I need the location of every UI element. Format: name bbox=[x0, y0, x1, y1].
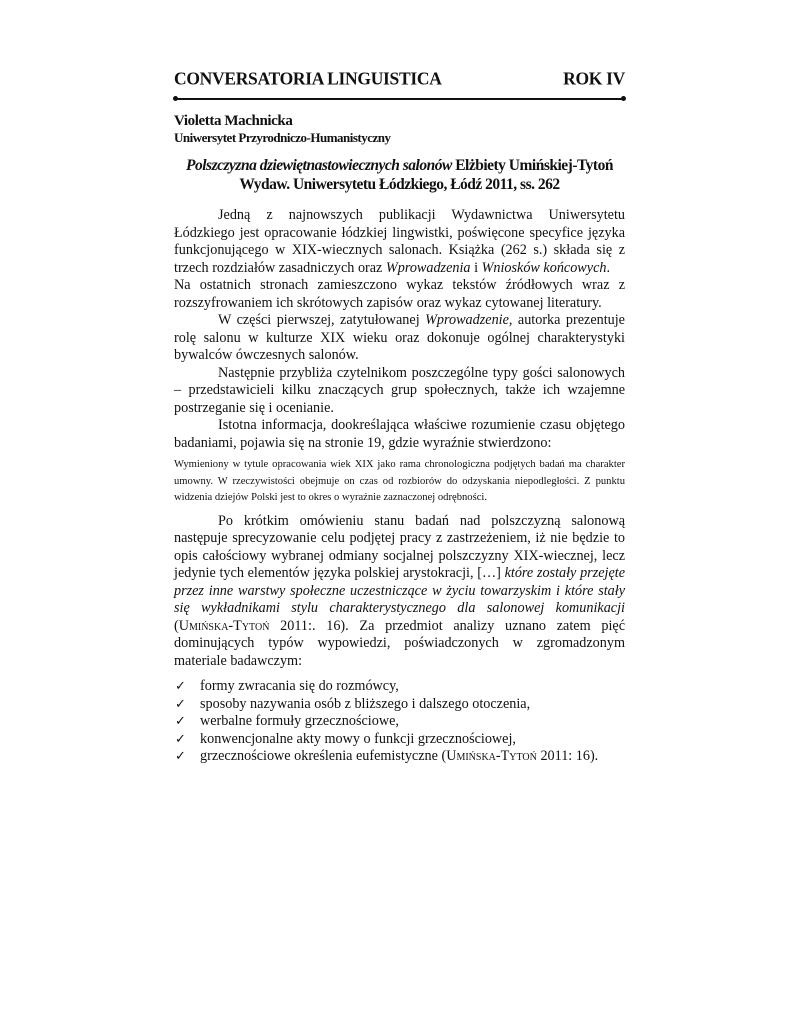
text: Po krótkim omówieniu stanu badań nad polszczyzną salonową następuje sprecyzowanie celu podjętej pracy z zastrzeżeniem, iż nie będzie to opis całościowy wybranej odmiany socjalnej polszczyzny XIX-wiecznej, lecz jedynie tych elementów języka polskiej arystokracji, […] bbox=[174, 512, 625, 581]
header-rule bbox=[174, 98, 625, 100]
emph: Wniosków końcowych bbox=[481, 259, 607, 276]
author-name: Violetta Machnicka bbox=[174, 113, 293, 129]
running-head bbox=[174, 67, 625, 89]
checkmark-icon: ✓ bbox=[175, 731, 186, 747]
paragraph-3 bbox=[174, 312, 625, 365]
check-list bbox=[174, 678, 625, 766]
list-item bbox=[174, 731, 625, 749]
paragraph-6 bbox=[174, 513, 625, 671]
block-quote: Wymieniony w tytule opracowania wiek XIX jako rama chronologiczna podjętych badań ma charakter umowny. W rzeczywistości obejmuje on czas od rozbiorów do odzyskania niepodległości. Z punktu widzenia dziejów Polski jest to okres o wyraźnie zaznaczonej odrębności. bbox=[174, 459, 625, 503]
emph: Wprowadzenie bbox=[425, 312, 509, 328]
paragraph-5: Istotna informacja, dookreślająca właściwe rozumienie czasu objętego badaniami, pojawia się na stronie 19, gdzie wyraźnie stwierdzono: bbox=[174, 417, 625, 451]
list-item-text: grzecznościowe określenia eufemistyczne ( bbox=[200, 748, 447, 764]
text: 2011:. 16). Za przedmiot analizy uznano zatem pięć dominujących typów wypowiedzi, poświadczonych w zgromadzonym materiale badawczym: bbox=[174, 617, 625, 669]
author-affiliation: Uniwersytet Przyrodniczo-Humanistyczny bbox=[174, 130, 391, 145]
journal-title: CONVERSATORIA LINGUISTICA bbox=[174, 67, 442, 89]
list-item bbox=[174, 678, 625, 696]
book-author: Elżbiety Umińskiej-Tytoń bbox=[455, 157, 613, 174]
text: , autorka prezentuje rolę salonu w kulturze XIX wieku oraz dokonuje ogólnej charakterystyki bywalców ówczesnych salonów. bbox=[174, 312, 625, 363]
citation-author: Umińska-Tytoń bbox=[178, 617, 270, 634]
list-item bbox=[174, 748, 625, 766]
list-item-text: werbalne formuły grzecznościowe, bbox=[200, 713, 399, 729]
checkmark-icon: ✓ bbox=[175, 749, 186, 764]
list-item-text: sposoby nazywania osób z bliższego i dalszego otoczenia, bbox=[200, 695, 531, 712]
review-title bbox=[174, 156, 625, 194]
paragraph-2: Na ostatnich stronach zamieszczono wykaz tekstów źródłowych wraz z rozszyfrowaniem ich skrótowych zapisów oraz wykaz cytowanej literatury. bbox=[174, 277, 625, 311]
text: . bbox=[606, 259, 611, 276]
text: Jedną z najnowszych publikacji Wydawnictwa Uniwersytetu Łódzkiego jest opracowanie łódzkiej lingwistki, poświęcone specyfice języka funkcjonującego w XIX-wiecznych salonach. Książka (262 s.) składa się z trzech rozdziałów zasadniczych oraz bbox=[174, 207, 625, 276]
list-item bbox=[174, 696, 625, 714]
paragraph-4: Następnie przybliża czytelnikom poszczególne typy gości salonowych – przedstawicieli kilku znaczących grup społecznych, także ich wzajemne postrzeganie się i ocenianie. bbox=[174, 364, 625, 416]
paragraph-1 bbox=[174, 207, 625, 277]
publisher-line: Wydaw. Uniwersytetu Łódzkiego, Łódź 2011, ss. 262 bbox=[239, 176, 560, 193]
emph: Wprowadzenia bbox=[385, 259, 471, 276]
book-title: Polszczyzna dziewiętnastowiecznych salonów bbox=[186, 157, 452, 174]
list-item-text: konwencjonalne akty mowy o funkcji grzecznościowej, bbox=[200, 730, 516, 747]
text: W części pierwszej, zatytułowanej bbox=[218, 312, 426, 328]
article-body bbox=[174, 207, 625, 766]
text: i bbox=[470, 259, 482, 276]
list-item-text: 2011: 16). bbox=[536, 748, 599, 764]
emph: które zostały przejęte przez inne warstwy społeczne uczestniczące w życiu towarzyskim i które stały się wykładnikami stylu charakterystycznego dla salonowej komunikacji bbox=[174, 565, 625, 616]
text: ( bbox=[174, 617, 179, 634]
citation-author: Umińska-Tytoń bbox=[446, 748, 537, 764]
checkmark-icon: ✓ bbox=[175, 679, 186, 694]
list-item-text: formy zwracania się do rozmówcy, bbox=[200, 678, 399, 694]
volume-label: ROK IV bbox=[563, 67, 625, 89]
checkmark-icon: ✓ bbox=[175, 696, 186, 712]
list-item bbox=[174, 713, 625, 731]
checkmark-icon: ✓ bbox=[175, 714, 186, 729]
